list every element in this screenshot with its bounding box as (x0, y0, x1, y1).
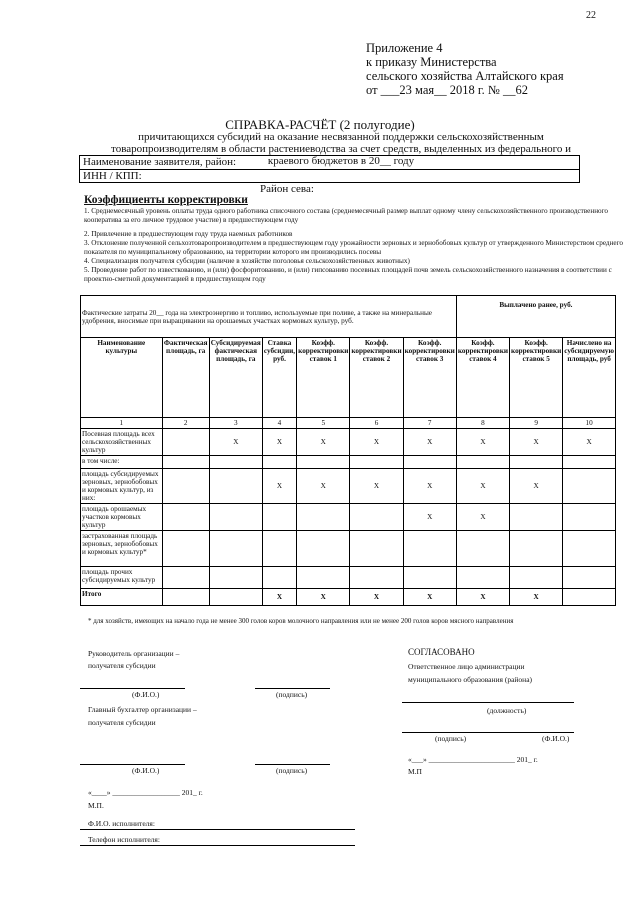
table-cell (563, 504, 616, 531)
head-label-2: получателя субсидии (88, 661, 156, 670)
coefficient-note: 5. Проведение работ по известкованию, и (или) фосфоритованию, и (или) гипсованию посевных площадей почв земель сельскохозяйственного назначения в соответствии с проектно-сметной документацией в предшествующем году (84, 266, 612, 283)
table-cell: X (297, 429, 350, 456)
row-name: площадь субсидируемых зерновых, зернобобовых и кормовых культур, из них: (81, 469, 163, 504)
table-cell (563, 589, 616, 606)
table-cell (563, 567, 616, 589)
table-cell (456, 456, 509, 469)
accountant-fio-line (80, 764, 185, 765)
document-subtitle: причитающихся субсидий на оказание несвязанной поддержки сельскохозяйственным товаропроизводителям в области растениеводства за счет средств, выделенных из федерального и краевого бюджетов в 20__ году (111, 131, 571, 167)
table-cell (297, 504, 350, 531)
table-cell (209, 567, 262, 589)
head-fio-caption: (Ф.И.О.) (132, 690, 160, 699)
table-cell: X (510, 469, 563, 504)
table-cell (162, 589, 209, 606)
column-number: 9 (510, 418, 563, 429)
header-cell: Фактическая площадь, га (162, 338, 209, 418)
table-cell (510, 567, 563, 589)
table-cell (162, 531, 209, 567)
head-label-1: Руководитель организации – (88, 649, 180, 658)
appendix-header (366, 41, 564, 97)
column-number: 7 (403, 418, 456, 429)
agreed-fio-caption: (Ф.И.О.) (542, 734, 570, 743)
table-cell: X (403, 589, 456, 606)
table-cell: X (456, 429, 509, 456)
table-cell (262, 531, 296, 567)
table-cell (510, 504, 563, 531)
column-number: 3 (209, 418, 262, 429)
table-cell (563, 469, 616, 504)
table-cell (162, 504, 209, 531)
table-cell (262, 504, 296, 531)
phone-line (80, 845, 355, 846)
phone-label: Телефон исполнителя: (88, 835, 160, 844)
footnote: * для хозяйств, имеющих на начало года не менее 300 голов коров молочного направления или не менее 200 голов коров мясного направления (88, 617, 514, 625)
agreed-title: СОГЛАСОВАНО (408, 647, 475, 657)
table-cell (162, 469, 209, 504)
coefficient-note: 1. Среднемесячный уровень оплаты труда одного работника списочного состава (среднемесячный размер выплат одному члену сельскохозяйственного производственного кооператива за его личное трудовое участие) в предшествующем году (84, 207, 608, 224)
table-row (81, 589, 616, 606)
table-cell (209, 469, 262, 504)
column-number: 1 (81, 418, 163, 429)
agreed-signature-caption: (подпись) (435, 734, 467, 743)
coefficient-note: 3. Отклонение полученной сельхозтоваропроизводителем в предшествующем году урожайности зерновых и зернобобовых культур от утвержденного Министерством среднего показателя по муниципальному образованию, на территории которого им производились посевы (84, 239, 623, 256)
column-number: 8 (456, 418, 509, 429)
position-line (402, 702, 574, 703)
coefficient-notes (84, 207, 624, 284)
executor-line (80, 829, 355, 830)
table-cell: X (209, 429, 262, 456)
inn-label: ИНН / КПП: (83, 170, 142, 182)
row-name: площадь орошаемых участков кормовых культур (81, 504, 163, 531)
table-cell: X (456, 469, 509, 504)
table-cell: X (403, 469, 456, 504)
table-cell: X (262, 429, 296, 456)
table-cell (297, 456, 350, 469)
table-cell (350, 531, 403, 567)
agreed-sign-line (402, 732, 574, 733)
table-cell (510, 531, 563, 567)
header-cell: Субсидируемая фактическая площадь, га (209, 338, 262, 418)
table-cell (297, 567, 350, 589)
coefficient-note: 4. Специализация получателя субсидии (наличие в хозяйстве поголовья сельскохозяйственных животных) (84, 257, 410, 265)
table-row (81, 504, 616, 531)
table-cell: X (510, 429, 563, 456)
head-signature-caption: (подпись) (276, 690, 308, 699)
position-caption: (должность) (487, 706, 527, 715)
table-cell (262, 456, 296, 469)
table-cell: X (262, 469, 296, 504)
coefficient-note: 2. Привлечение в предшествующем году труда наемных работников (84, 230, 293, 238)
table-cell (563, 531, 616, 567)
table-cell: X (262, 589, 296, 606)
header-cell: Коэфф. корректировки ставок 1 (297, 338, 350, 418)
agreed-stamp-mark: М.П (408, 767, 422, 776)
table-cell: X (297, 469, 350, 504)
appendix-line: от ___23 мая__ 2018 г. № __62 (366, 83, 528, 97)
table-cell (209, 504, 262, 531)
applicant-label: Наименование заявителя, район: (80, 156, 579, 170)
head-fio-line (80, 688, 185, 689)
table-cell: X (350, 429, 403, 456)
header-cell: Начислено на субсидируемую площадь, руб (563, 338, 616, 418)
date-field: «____» __________________ 201_ г. (88, 788, 203, 797)
row-name: в том числе: (81, 456, 163, 469)
table-cell: X (350, 589, 403, 606)
responsible-label-2: муниципального образования (района) (408, 675, 533, 684)
column-number: 2 (162, 418, 209, 429)
header-cell: Наименование культуры (81, 338, 163, 418)
table-row (81, 456, 616, 469)
table-cell (456, 567, 509, 589)
table-cell (350, 504, 403, 531)
subsidy-table (80, 295, 616, 606)
accountant-signature-line (255, 764, 330, 765)
table-cell: X (350, 469, 403, 504)
table-cell: X (403, 504, 456, 531)
table-cell (162, 456, 209, 469)
column-number: 4 (262, 418, 296, 429)
coefficients-title: Коэффициенты корректировки (84, 194, 248, 206)
table-cell (162, 567, 209, 589)
row-name: застрахованная площадь зерновых, зернобобовых и кормовых культур* (81, 531, 163, 567)
table-intro: Фактические затраты 20__ года на электроэнергию и топливо, используемые при поливе, а также на минеральные удобрения, вносимые при выращивании на орошаемых участках кормовых культур, руб. (81, 296, 457, 338)
table-cell: X (510, 589, 563, 606)
table-cell (456, 531, 509, 567)
table-row (81, 469, 616, 504)
table-cell (350, 567, 403, 589)
appendix-line: Приложение 4 (366, 41, 443, 55)
row-name: площадь прочих субсидируемых культур (81, 567, 163, 589)
accountant-label-1: Главный бухгалтер организации – (88, 705, 197, 714)
header-cell: Коэфф. корректировки ставок 4 (456, 338, 509, 418)
table-cell (510, 456, 563, 469)
table-cell (209, 531, 262, 567)
header-cell: Коэфф. корректировки ставок 3 (403, 338, 456, 418)
table-row (81, 429, 616, 456)
table-cell (403, 456, 456, 469)
appendix-line: к приказу Министерства (366, 55, 497, 69)
column-number: 6 (350, 418, 403, 429)
table-cell: X (563, 429, 616, 456)
table-cell: X (297, 589, 350, 606)
paid-earlier-label: Выплачено ранее, руб. (456, 296, 615, 338)
header-cell: Ставка субсидии, руб. (262, 338, 296, 418)
accountant-signature-caption: (подпись) (276, 766, 308, 775)
table-row (81, 531, 616, 567)
column-number: 5 (297, 418, 350, 429)
table-cell (403, 531, 456, 567)
stamp-mark: М.П. (88, 801, 104, 810)
row-name: Посевная площадь всех сельскохозяйственных культур (81, 429, 163, 456)
header-cell: Коэфф. корректировки ставок 5 (510, 338, 563, 418)
agreed-date-field: «___» _______________________ 201_ г. (408, 755, 538, 764)
header-cell: Коэфф. корректировки ставок 2 (350, 338, 403, 418)
accountant-label-2: получателя субсидии (88, 718, 156, 727)
table-cell (350, 456, 403, 469)
table-cell (297, 531, 350, 567)
head-signature-line (255, 688, 330, 689)
table-cell (209, 589, 262, 606)
table-row (81, 567, 616, 589)
accountant-fio-caption: (Ф.И.О.) (132, 766, 160, 775)
table-cell (563, 456, 616, 469)
document-title: СПРАВКА-РАСЧЁТ (2 полугодие) (225, 117, 415, 132)
table-cell (162, 429, 209, 456)
table-cell (209, 456, 262, 469)
table-cell (262, 567, 296, 589)
executor-label: Ф.И.О. исполнителя: (88, 819, 155, 828)
applicant-box (79, 155, 580, 183)
table-cell: X (456, 504, 509, 531)
table-cell: X (403, 429, 456, 456)
page-number: 22 (586, 10, 596, 21)
responsible-label-1: Ответственное лицо администрации (408, 662, 525, 671)
row-name: Итого (81, 589, 163, 606)
sowing-region-label: Район сева: (260, 183, 314, 195)
table-cell (403, 567, 456, 589)
table-cell: X (456, 589, 509, 606)
column-number: 10 (563, 418, 616, 429)
appendix-line: сельского хозяйства Алтайского края (366, 69, 564, 83)
